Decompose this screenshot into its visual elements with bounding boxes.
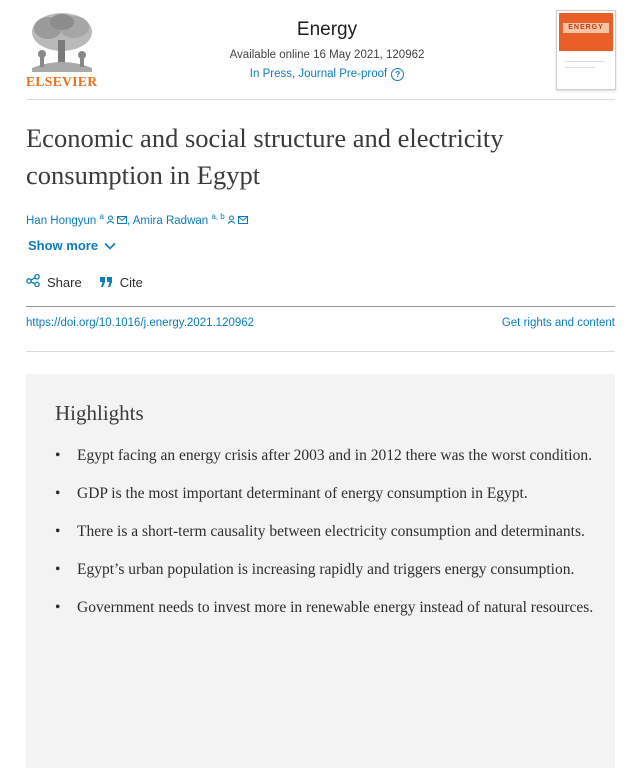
affiliation-marker[interactable]: a, b: [211, 212, 225, 221]
journal-header: [0, 0, 634, 100]
cover-journal-name: ENERGY: [563, 23, 609, 33]
rights-link[interactable]: Get rights and content: [501, 317, 615, 329]
bullet: •: [55, 599, 61, 616]
quote-icon: [100, 275, 113, 290]
mail-icon[interactable]: [238, 214, 248, 229]
journal-cover-thumbnail[interactable]: [556, 10, 616, 90]
highlight-text: Egypt’s urban population is increasing rapidly and triggers energy consumption.: [77, 561, 575, 578]
highlight-text: Government needs to invest more in renewable energy instead of natural resources.: [77, 599, 594, 616]
highlight-text: Egypt facing an energy crisis after 2003 and in 2012 there was the worst condition.: [77, 447, 592, 464]
cite-label: Cite: [119, 274, 143, 290]
author-link[interactable]: [26, 212, 127, 227]
highlight-item: [55, 520, 595, 543]
show-more-button[interactable]: [28, 238, 116, 253]
person-icon[interactable]: [227, 214, 236, 229]
bullet: •: [55, 561, 61, 578]
journal-status-link[interactable]: [250, 67, 404, 82]
article-actions: [26, 274, 143, 290]
elsevier-wordmark[interactable]: ELSEVIER: [26, 74, 98, 89]
actions-divider: [26, 306, 615, 307]
highlights-title: Highlights: [55, 401, 144, 425]
bullet: •: [55, 523, 61, 540]
header-divider: [26, 99, 615, 100]
author-separator: ,: [126, 215, 133, 227]
mail-icon[interactable]: [117, 214, 127, 229]
doi-row: [26, 317, 615, 333]
bullet: •: [55, 447, 61, 464]
author-link[interactable]: [132, 212, 248, 227]
author-name: Han Hongyun: [26, 215, 97, 227]
cover-text-line: [565, 61, 605, 62]
journal-info: [160, 18, 494, 82]
highlights-list: [55, 444, 595, 634]
share-button[interactable]: [26, 274, 82, 290]
show-more-label: Show more: [28, 238, 99, 253]
chevron-down-icon: [104, 238, 116, 253]
author-list: [26, 209, 248, 229]
highlight-text: There is a short-term causality between electricity consumption and determinants.: [77, 523, 585, 540]
highlight-item: [55, 558, 595, 581]
elsevier-tree-logo[interactable]: [26, 10, 98, 72]
availability-date: Available online 16 May 2021, 120962: [229, 49, 425, 61]
highlights-panel: [26, 374, 615, 768]
highlight-text: GDP is the most important determinant of energy consumption in Egypt.: [77, 485, 528, 502]
cite-button[interactable]: [100, 274, 143, 290]
doi-divider: [26, 351, 615, 352]
help-icon[interactable]: ?: [391, 68, 404, 81]
cover-text-line: [565, 67, 595, 68]
bullet: •: [55, 485, 61, 502]
affiliation-marker[interactable]: a: [99, 212, 104, 221]
doi-link[interactable]: https://doi.org/10.1016/j.energy.2021.120962: [26, 317, 255, 329]
share-label: Share: [47, 274, 82, 290]
journal-title[interactable]: Energy: [296, 19, 358, 40]
highlight-item: [55, 482, 595, 505]
highlight-item: [55, 444, 595, 467]
highlight-item: [55, 596, 595, 619]
article-title: Economic and social structure and electricity consumption in Egypt: [26, 123, 504, 190]
journal-status-label: In Press, Journal Pre-proof: [249, 68, 388, 80]
author-name: Amira Radwan: [132, 215, 209, 227]
person-icon[interactable]: [106, 214, 115, 229]
share-icon: [26, 274, 40, 290]
